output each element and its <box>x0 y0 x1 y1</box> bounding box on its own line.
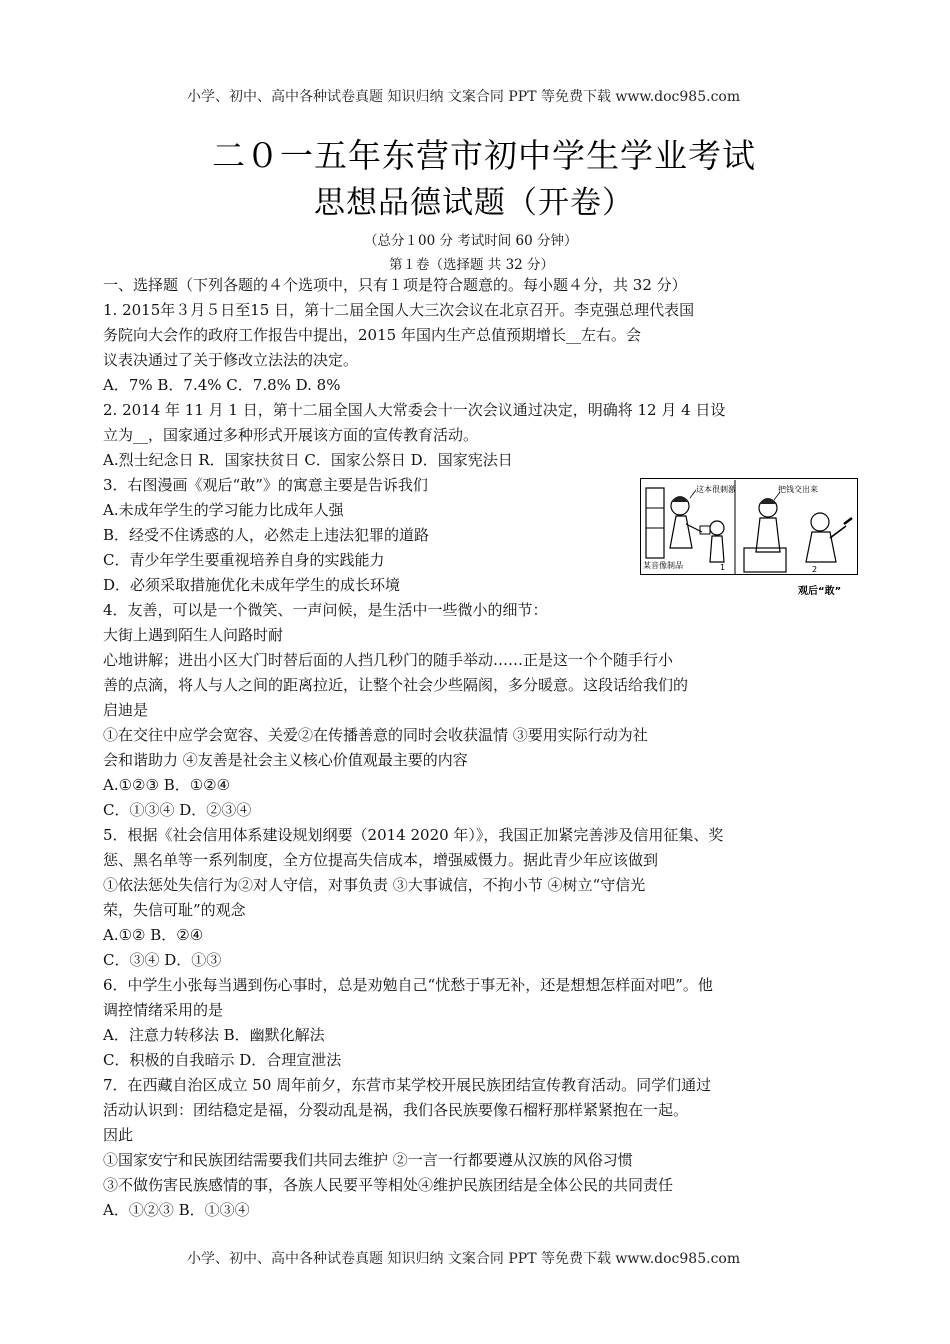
text-line: 善的点滴，将人与人之间的距离拉近，让整个社会少些隔阂，多分暖意。这段话给我们的 <box>103 676 689 694</box>
text-line: 荣，失信可耻”的观念 <box>103 901 246 919</box>
text-line: 议表决通过了关于修改立法法的决定。 <box>103 351 359 369</box>
panel-number-1: 1 <box>720 563 726 572</box>
text-line: 大街上遇到陌生人问路时耐 <box>103 626 284 644</box>
exam-title: 二０一五年东营市初中学生学业考试 <box>212 136 756 175</box>
text-line: D．必须采取措施优化未成年学生的成长环境 <box>103 576 401 594</box>
text-line: 立为__，国家通过多种形式开展该方面的宣传教育活动。 <box>103 426 479 444</box>
text-line: 1. 2015年３月５日至15 日，第十二届全国人大三次会议在北京召开。李克强总理代表国 <box>103 301 695 319</box>
text-line: ①在交往中应学会宽容、关爱②在传播善意的同时会收获温情 ③要用实际行动为社 <box>103 726 648 744</box>
speech-bubble-left: 这本很刺激 <box>696 485 736 494</box>
text-line: A．7% B．7.4% C．7.8% D. 8% <box>103 376 341 394</box>
text-line: A.烈士纪念日 R．国家扶贫日 C．国家公祭日 D．国家宪法日 <box>103 451 513 469</box>
cartoon-image <box>640 478 858 600</box>
text-line: A.未成年学生的学习能力比成年人强 <box>103 501 344 519</box>
score-time: （总分１00 分 考试时间 60 分钟） <box>364 233 578 249</box>
text-line: ①依法惩处失信行为②对人守信，对事负责 ③大事诚信，不拘小节 ④树立“守信光 <box>103 876 646 894</box>
header-banner: 小学、初中、高中各种试卷真题 知识归纳 文案合同 PPT 等免费下载 www.doc985.com <box>187 89 741 105</box>
text-line: 调控情绪采用的是 <box>103 1001 224 1019</box>
speech-bubble-right: 把钱交出来 <box>778 485 818 494</box>
text-line: C．①③④ D．②③④ <box>103 801 252 819</box>
cartoon-caption: 观后“敢” <box>798 586 842 597</box>
text-line: A.①② B．②④ <box>103 926 204 944</box>
text-line: 5．根据《社会信用体系建设规划纲要（2014 2020 年）》，我国正加紧完善涉及信用征集、奖 <box>103 826 724 844</box>
text-line: 活动认识到：团结稳定是福，分裂动乱是祸，我们各民族要像石榴籽那样紧紧抱在一起。 <box>103 1101 689 1119</box>
text-line: 一、选择题（下列各题的４个选项中，只有１项是符合题意的。每小题４分，共 32 分） <box>103 276 687 294</box>
text-line: 因此 <box>103 1126 134 1144</box>
text-line: 启迪是 <box>103 701 149 719</box>
text-line: B．经受不住诱惑的人，必然走上违法犯罪的道路 <box>103 526 430 544</box>
text-line: ③不做伤害民族感情的事，各族人民要平等相处④维护民族团结是全体公民的共同责任 <box>103 1176 674 1194</box>
text-line: 惩、黑名单等一系列制度，全方位提高失信成本，增强威慑力。据此青少年应该做到 <box>103 851 659 869</box>
text-line: 2. 2014 年 11 月 1 日，第十二届全国人大常委会十一次会议通过决定，明确将 12 月 4 日设 <box>103 401 726 419</box>
text-line: 6．中学生小张每当遇到伤心事时，总是劝勉自己“忧愁于事无补，还是想想怎样面对吧”。他 <box>103 976 713 994</box>
text-line: A.①②③ B．①②④ <box>103 776 231 794</box>
panel-number-2: 2 <box>812 565 818 574</box>
text-line: 会和谐助力 ④友善是社会主义核心价值观最主要的内容 <box>103 751 468 769</box>
volume-heading: 第１卷（选择题 共 32 分） <box>389 257 555 273</box>
footer-banner: 小学、初中、高中各种试卷真题 知识归纳 文案合同 PPT 等免费下载 www.doc985.com <box>187 1251 741 1267</box>
text-line: C．青少年学生要重视培养自身的实践能力 <box>103 551 385 569</box>
text-line: 7．在西藏自治区成立 50 周年前夕，东营市某学校开展民族团结宣传教育活动。同学们通过 <box>103 1076 712 1094</box>
text-line: A．①②③ B．①③④ <box>103 1201 250 1219</box>
shop-sign: 某音像制品 <box>643 561 683 570</box>
text-line: ①国家安宁和民族团结需要我们共同去维护 ②一言一行都要遵从汉族的风俗习惯 <box>103 1151 633 1169</box>
text-line: A．注意力转移法 B．幽默化解法 <box>103 1026 325 1044</box>
text-line: 3．右图漫画《观后“敢”》的寓意主要是告诉我们 <box>103 476 428 494</box>
exam-subtitle: 思想品德试题（开卷） <box>314 185 634 221</box>
text-line: C．③④ D．①③ <box>103 951 222 969</box>
text-line: 4．友善，可以是一个微笑、一声问候，是生活中一些微小的细节： <box>103 601 548 619</box>
text-line: C．积极的自我暗示 D．合理宣泄法 <box>103 1051 342 1069</box>
text-line: 务院向大会作的政府工作报告中提出，2015 年国内生产总值预期增长__左右。会 <box>103 326 641 344</box>
text-line: 心地讲解；进出小区大门时替后面的人挡几秒门的随手举动……正是这一个个随手行小 <box>103 651 674 669</box>
